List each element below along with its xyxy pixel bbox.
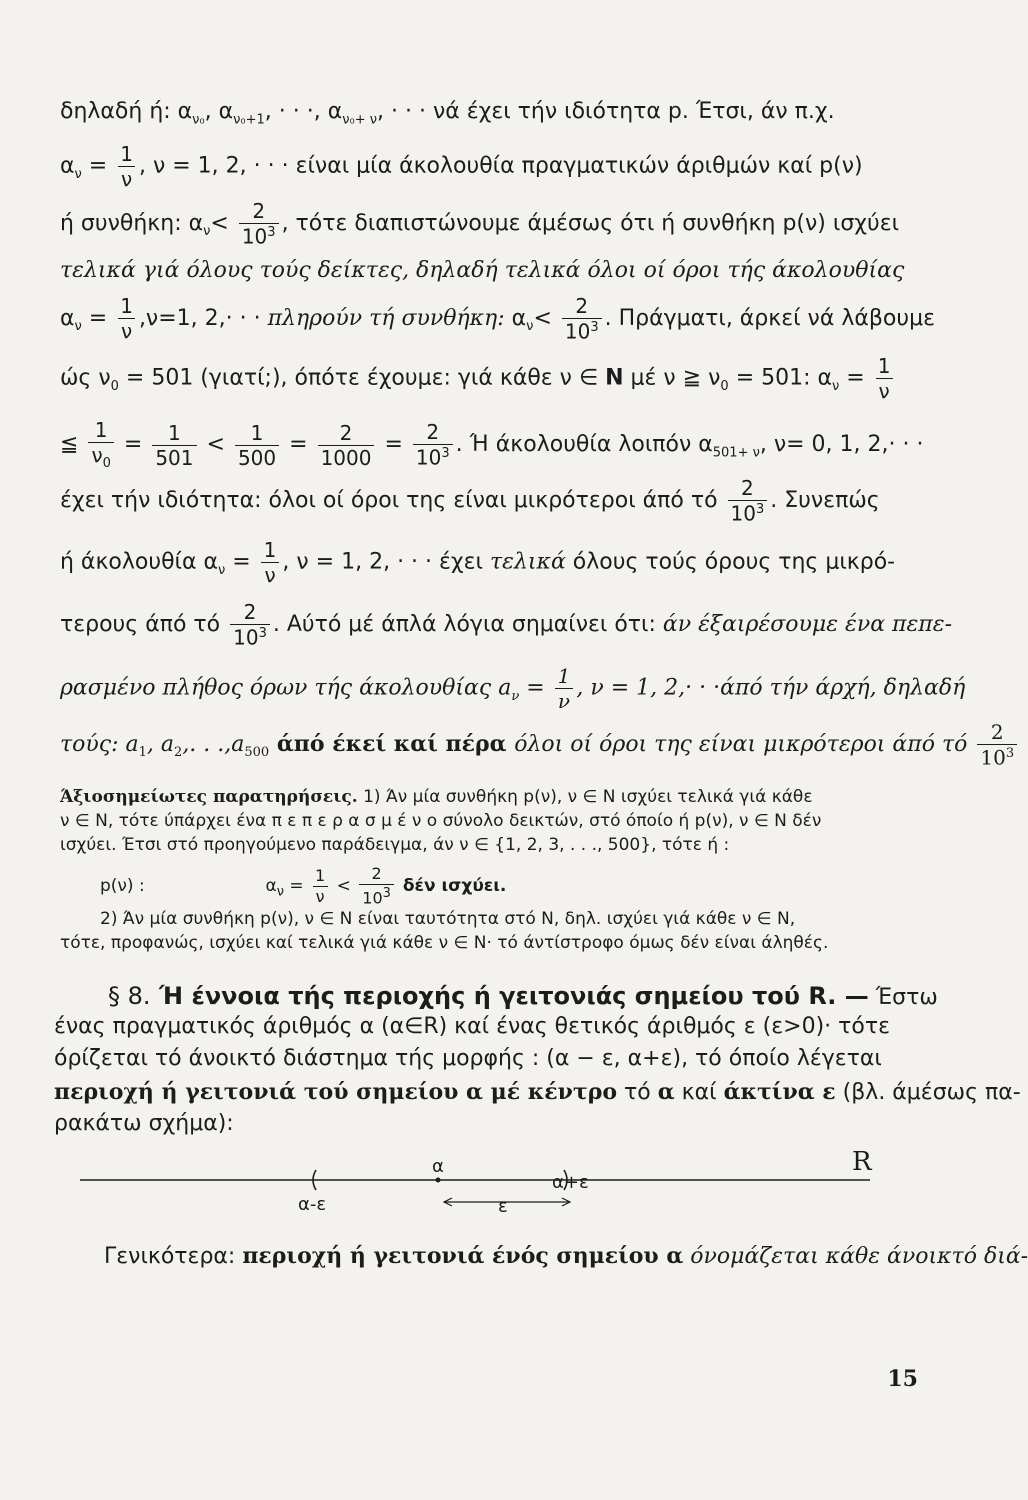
fraction: $\frac{2}{10^3}$ [413,422,453,468]
para-line-2: όρίζεται τό άνοικτό διάστημα τής μορφής : (α − ε, α+ε), τό όποίο λέγεται [54,1046,882,1071]
fraction: $\frac{1}{501}$ [152,423,196,468]
fraction: $\frac{1}{\nu}$ [117,296,136,341]
text-line-3: ή συνθήκη: $\alpha_\nu<$ $\frac{2}{10^3}$ , τότε διαπιστώνουμε άμέσως ότι ή συνθήκη p(ν) ισχύει [60,199,900,249]
fraction: $\frac{1}{500}$ [235,423,279,468]
text-line-11: ρασμένο πλήθος όρων τής άκολουθίας $a_\nu$ = $\frac{1}{\nu}$ , ν = 1, 2,· · ·άπό τήν άρχή, δηλαδή [60,664,966,713]
text-line-4: τελικά γιά όλους τούς δείκτες, δηλαδή τελικά όλοι οί όροι τής άκολουθίας [60,258,905,283]
text-line-1: δηλαδή ή: $\alpha_{\nu_0}$, $\alpha_{\nu_0+1}$, · · ·, $\alpha_{\nu_0+ \nu}$, · · · νά έχει τήν ιδιότητα p. Έτσι, άν π.χ. [60,99,835,128]
fraction: $\frac{2}{1000}$ [318,423,375,468]
text-line-12: τούς: $a_1$, $a_2$,. . $.,a_{500}$ άπό έκεί καί πέρα όλοι οί όροι της είναι μικρότεροι άπό τό $\frac{2}{10^3}$ [60,722,1020,768]
note-line-1: Άξιοσημείωτες παρατηρήσεις. 1) Άν μία συνθήκη p(ν), ν ∈ N ισχύει τελικά γιά κάθε [60,787,813,807]
fraction: $\frac{1}{\nu}$ [261,540,280,585]
page-number: 15 [887,1366,918,1392]
text-line-5: $\alpha_\nu$ = $\frac{1}{\nu}$ ,ν=1, 2,· · · πληρούν τή συνθήκη: $\alpha_\nu<$ $\frac{2}{10^3}$ . Πράγματι, άρκεί νά λάβουμε [60,294,935,344]
neighborhood-figure [60,1140,900,1240]
para-line-4: ρακάτω σχήμα): [54,1111,234,1136]
fraction: $\frac{2}{10^3}$ [230,602,270,648]
para-line-1: ένας πραγματικός άριθμός α (α∈R) καί ένας θετικός άριθμός ε (ε>0)· τότε [54,1014,890,1039]
note-line-5: 2) Άν μία συνθήκη p(ν), ν ∈ N είναι ταυτότητα στό N, δηλ. ισχύει γιά κάθε ν ∈ N, [100,909,796,929]
note-line-2: ν ∈ N, τότε ύπάρχει ένα π ε π ε ρ α σ μ έ ν ο σύνολο δεικτών, στό όποίο ή p(ν), ν ∈ N δέν [60,811,822,831]
text-line-last: Γενικότερα: περιοχή ή γειτονιά ένός σημείου α όνομάζεται κάθε άνοικτό διά- [104,1243,1028,1269]
text-line-10: τερους άπό τό $\frac{2}{10^3}$ . Αύτό μέ άπλά λόγια σημαίνει ότι: άν έξαιρέσουμε ένα πεπε- [60,600,952,650]
note-line-6: τότε, προφανώς, ισχύει καί τελικά γιά κάθε ν ∈ N· τό άντίστροφο όμως δέν είναι άληθές. [60,933,829,953]
real-line-label: R [852,1147,872,1177]
radius-label: ε [498,1196,508,1217]
fraction: $\frac{1}{\nu}$ [312,868,328,905]
fraction: $\frac{2}{10^3}$ [359,866,394,906]
para-line-3: περιοχή ή γειτονιά τού σημείου α μέ κέντρο τό α καί άκτίνα ε (βλ. άμέσως πα- [54,1079,1021,1105]
note-line-3: ισχύει. Έτσι στό προηγούμενο παράδειγμα, άν ν ∈ {1, 2, 3, . . ., 500}, τότε ή : [60,835,730,855]
fraction: $\frac{2}{10^3}$ [562,296,602,342]
fraction: $\frac{1}{\nu}$ [875,356,894,401]
center-point [436,1178,441,1183]
text-line-6: ώς $\nu_0 = 501$ (γιατί;), όπότε έχουμε: γιά κάθε ν ∈ N μέ ν ≧ $\nu_0 = 501$: $\alpha_\nu$ = $\frac{1}{\nu}$ [60,356,896,401]
fraction: $\frac{2}{10^3}$ [728,478,768,524]
text-line-2: $\alpha_\nu$ = $\frac{1}{\nu}$ , ν = 1, 2, · · · είναι μία άκολουθία πραγματικών άριθμών καί p(ν) [60,142,863,191]
section-heading: § 8. Ή έννοια τής περιοχής ή γειτονιάς σημείου τού R. — Έστω [108,982,938,1010]
fraction: $\frac{2}{10^3}$ [239,201,279,247]
fraction: $\frac{1}{\nu}$ [555,666,574,711]
left-endpoint-label: α-ε [298,1194,327,1215]
text-line-8: έχει τήν ιδιότητα: όλοι οί όροι της είναι μικρότεροι άπό τό $\frac{2}{10^3}$ . Συνεπώς [60,476,880,526]
center-label: α [432,1156,444,1177]
text-line-9: ή άκολουθία $\alpha_\nu$ = $\frac{1}{\nu}$ , ν = 1, 2, · · · έχει τελικά όλους τούς όρους της μικρό- [60,538,896,587]
fraction: $\frac{1}{\nu}$ [117,144,136,189]
note-line-4: p(ν) : $\alpha_\nu$ = $\frac{1}{\nu}$ < $\frac{2}{10^3}$ δέν ισχύει. [100,864,507,908]
text-line-7: ≦ $\frac{1}{\nu_0}$ = $\frac{1}{501}$ < $\frac{1}{500}$ = $\frac{2}{1000}$ = $\frac{2}{10^3}$ . Ή άκολουθία λοιπόν $\alpha_{501+ \nu}$, ν= 0, 1, 2,· · · [60,418,924,471]
fraction: $\frac{2}{10^3}$ [977,722,1017,768]
fraction: $\frac{1}{\nu_0}$ [88,420,113,470]
right-endpoint-label: α+ε [552,1172,589,1193]
